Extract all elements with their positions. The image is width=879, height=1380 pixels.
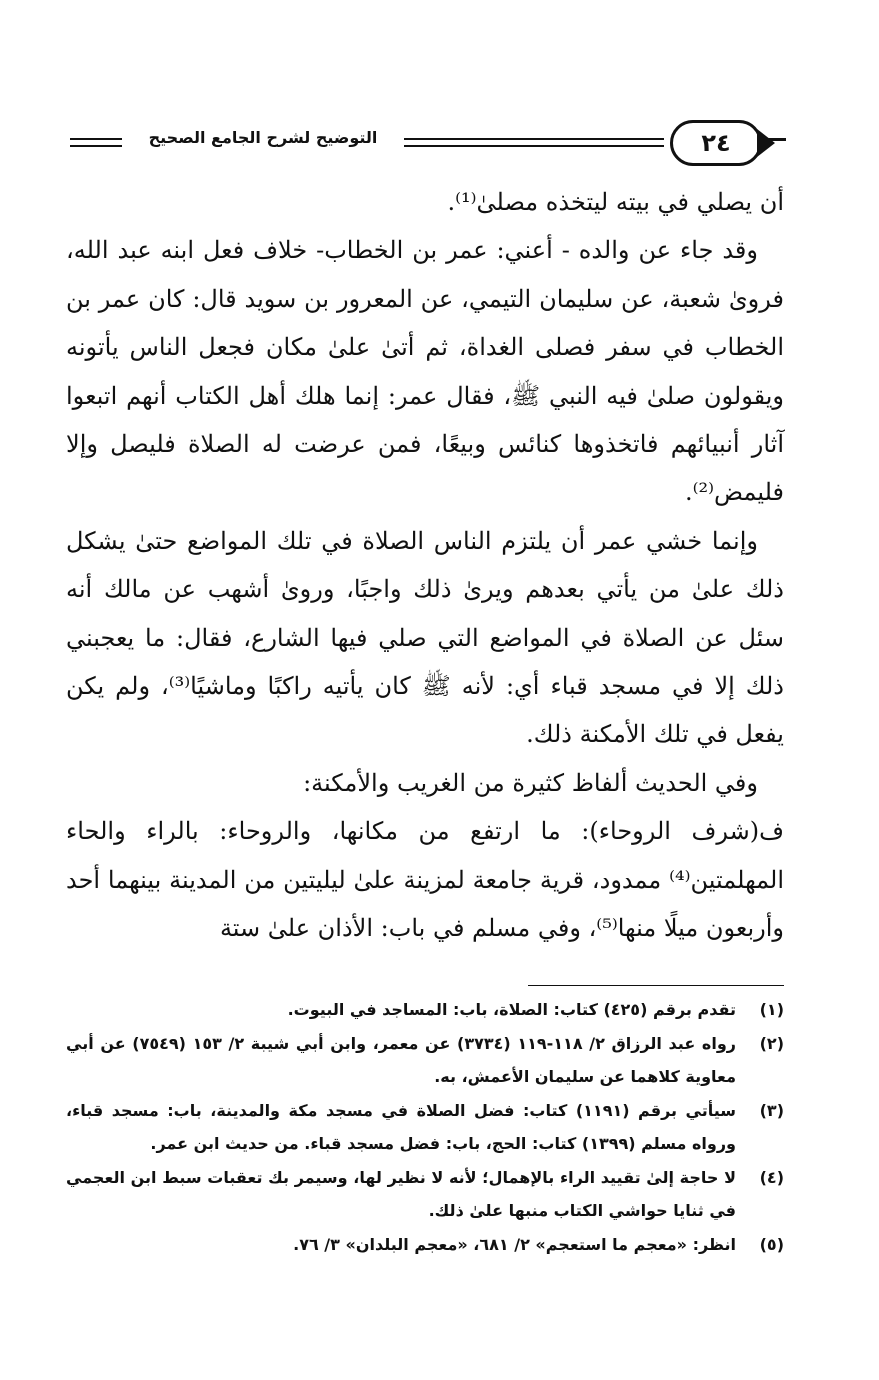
- footnote: [66, 1161, 784, 1228]
- header-rule: [762, 138, 786, 141]
- header-rule: [404, 138, 664, 140]
- footnote-text: رواه عبد الرزاق ٢/ ١١٨-١١٩ (٣٧٣٤) عن معمر، وابن أبي شيبة ٢/ ١٥٣ (٧٥٤٩) عن أبي معاوية كلاهما عن سليمان الأعمش، به.: [66, 1033, 736, 1086]
- footnote-text: انظر: «معجم ما استعجم» ٢/ ٦٨١، «معجم البلدان» ٣/ ٧٦.: [293, 1234, 736, 1254]
- page-number: ٢٤: [701, 129, 731, 157]
- footnote-separator: [528, 985, 784, 986]
- paragraph: أن يصلي في بيته ليتخذه مصلىٰ⁽¹⁾.: [447, 188, 784, 216]
- paragraph: وإنما خشي عمر أن يلتزم الناس الصلاة في تلك المواضع حتىٰ يشكل ذلك علىٰ من يأتي بعدهم ويرىٰ ذلك واجبًا، وروىٰ أشهب عن مالك أنه سئل عن الصلاة في المواضع التي صلي فيها الشارع، فقال: ما يعجبني ذلك إلا في مسجد قباء أي: لأنه ﷺ كان يأتيه راكبًا وماشيًا⁽³⁾، ولم يكن يفعل في تلك الأمكنة ذلك.: [66, 526, 784, 749]
- header-rule: [70, 145, 122, 147]
- footnote-text: سيأتي برقم (١١٩١) كتاب: فضل الصلاة في مسجد مكة والمدينة، باب: مسجد قباء، ورواه مسلم (١٣٩٩) كتاب: الحج، باب: فضل مسجد قباء. من حديث ابن عمر.: [66, 1100, 737, 1153]
- footnote: [66, 1228, 784, 1262]
- badge-ornament-icon: [757, 129, 775, 157]
- footnote: [66, 1094, 784, 1161]
- footnote-number: (٢): [759, 1033, 784, 1053]
- footnote: [66, 993, 784, 1027]
- footnote-number: (٣): [759, 1100, 784, 1120]
- running-header: [62, 118, 794, 176]
- footnote-number: (٥): [759, 1234, 784, 1254]
- footnote: [66, 1027, 784, 1094]
- paragraph: وفي الحديث ألفاظ كثيرة من الغريب والأمكنة:: [303, 768, 758, 797]
- footnotes: [66, 993, 784, 1261]
- main-text: [66, 178, 784, 953]
- header-rule: [70, 138, 122, 140]
- footnote-text: لا حاجة إلىٰ تقييد الراء بالإهمال؛ لأنه لا نظير لها، وسيمر بك تعقبات سبط ابن العجمي في ثنايا حواشي الكتاب منبها علىٰ ذلك.: [66, 1167, 736, 1220]
- paragraph: وقد جاء عن والده - أعني: عمر بن الخطاب- خلاف فعل ابنه عبد الله، فروىٰ شعبة، عن سليمان التيمي، عن المعرور بن سويد قال: كان عمر بن الخطاب في سفر فصلى الغداة، ثم أتىٰ علىٰ مكان فجعل الناس يأتونه ويقولون صلىٰ فيه النبي ﷺ، فقال عمر: إنما هلك أهل الكتاب أنهم اتبعوا آثار أنبيائهم فاتخذوها كنائس وبيعًا، فمن عرضت له الصلاة فليصل وإلا فليمض⁽²⁾.: [66, 236, 784, 507]
- page-number-badge: [670, 120, 762, 166]
- footnote-number: (١): [759, 1000, 784, 1019]
- running-title: التوضيح لشرح الجامع الصحيح: [148, 128, 378, 147]
- paragraph: ف(شرف الروحاء): ما ارتفع من مكانها، والروحاء: بالراء والحاء المهلمتين⁽⁴⁾ ممدود، قرية جامعة لمزينة علىٰ ليليتين من المدينة بينهما أحد وأربعون ميلًا منها⁽⁵⁾، وفي مسلم في باب: الأذان علىٰ ستة: [66, 817, 784, 943]
- header-rule: [404, 145, 664, 147]
- footnote-number: (٤): [759, 1167, 784, 1187]
- footnote-text: تقدم برقم (٤٢٥) كتاب: الصلاة، باب: المساجد في البيوت.: [287, 1000, 736, 1019]
